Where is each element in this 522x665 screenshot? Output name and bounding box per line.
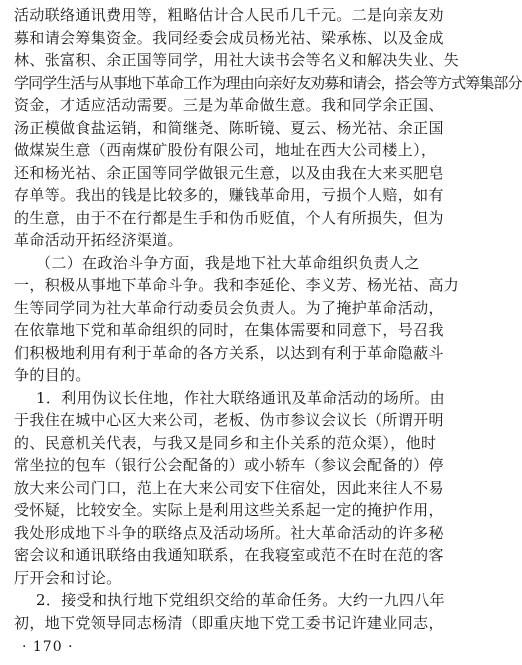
- text-line: 初，地下党领导同志杨清（即重庆地下党工委书记许建业同志，: [14, 613, 444, 632]
- text-line: 做煤炭生意（西南煤矿股份有限公司，地址在西大公司楼上），: [14, 141, 437, 159]
- text-line: 募和请会筹集资金。我同经委会成员杨光祜、梁承栋、以及金成: [14, 28, 444, 47]
- text-line: 受怀疑，比较安全。实际上是利用这些关系起一定的掩护作用，: [14, 501, 444, 519]
- numbered-item: 1．利用伪议长住地，作社大联络通讯及革命活动的场所。由: [36, 388, 445, 407]
- page-number: · 170 ·: [22, 639, 74, 655]
- text-line: 活动联络通讯费用等，粗略估计合人民币几千元。二是向亲友劝: [14, 6, 444, 24]
- numbered-item: 2．接受和执行地下党组织交给的革命任务。大约一九四八年: [36, 591, 445, 609]
- text-line: 们积极地利用有利于革命的各方关系，以达到有利于革命隐蔽斗: [14, 343, 444, 362]
- text-line: 密会议和通讯联络由我通知联系，在我寝室或范不在时在范的客: [14, 546, 444, 564]
- text-line: 资金，才适应活动需要。三是为革命做生意。我和同学余正国、: [14, 96, 444, 114]
- text-line: 的生意，由于不在行都是生手和伪币贬值，个人有所损失，但为: [14, 208, 444, 227]
- text-line: 我处形成地下斗争的联络点及活动场所。社大革命活动的许多秘: [14, 523, 444, 542]
- text-line: 革命活动开拓经济渠道。: [14, 231, 183, 249]
- text-line: 汤正模做食盐运销，和简继尧、陈昕镜、夏云、杨光祜、余正国: [14, 118, 444, 137]
- paragraph-heading: （二）在政治斗争方面，我是地下社大革命组织负责人之: [36, 253, 420, 272]
- text-line: 厅开会和讨论。: [14, 568, 122, 587]
- text-line: 在依靠地下党和革命组织的同时，在集体需要和同意下，号召我: [14, 321, 444, 339]
- text-line: 存单等。我出的钱是比较多的，赚钱革命用，亏损个人赔，如有: [14, 186, 444, 204]
- text-line: 的、民意机关代表，与我又是同乡和主仆关系的范众渠），他时: [14, 433, 437, 452]
- text-line: 学同学生活与从事地下革命工作为理由向亲好友劝募和请会，搭会等方式筹集部分: [14, 73, 522, 92]
- text-line: 还和杨光祜、余正国等同学做银元生意，以及由我在大来买肥皂: [14, 163, 444, 182]
- text-line: 林、张富积、余正国等同学，用社大读书会等名义和解决失业、失: [14, 51, 460, 69]
- body-text: [14, 4, 522, 634]
- text-line: 一，积极从事地下革命斗争。我和李延伦、李义芳、杨光祜、高力: [14, 276, 460, 294]
- text-line: 常坐拉的包车（银行公会配备的）或小轿车（参议会配备的）停: [14, 456, 444, 474]
- text-line: 生等同学同为社大革命行动委员会负责人。为了掩护革命活动，: [14, 298, 444, 317]
- text-line: 争的目的。: [14, 366, 91, 384]
- text-line: 于我住在城中心区大来公司，老板、伪市参议会议长（所谓开明: [14, 411, 444, 429]
- text-line: 放大来公司门口，范上在大来公司安下住宿处，因此来往人不易: [14, 478, 444, 497]
